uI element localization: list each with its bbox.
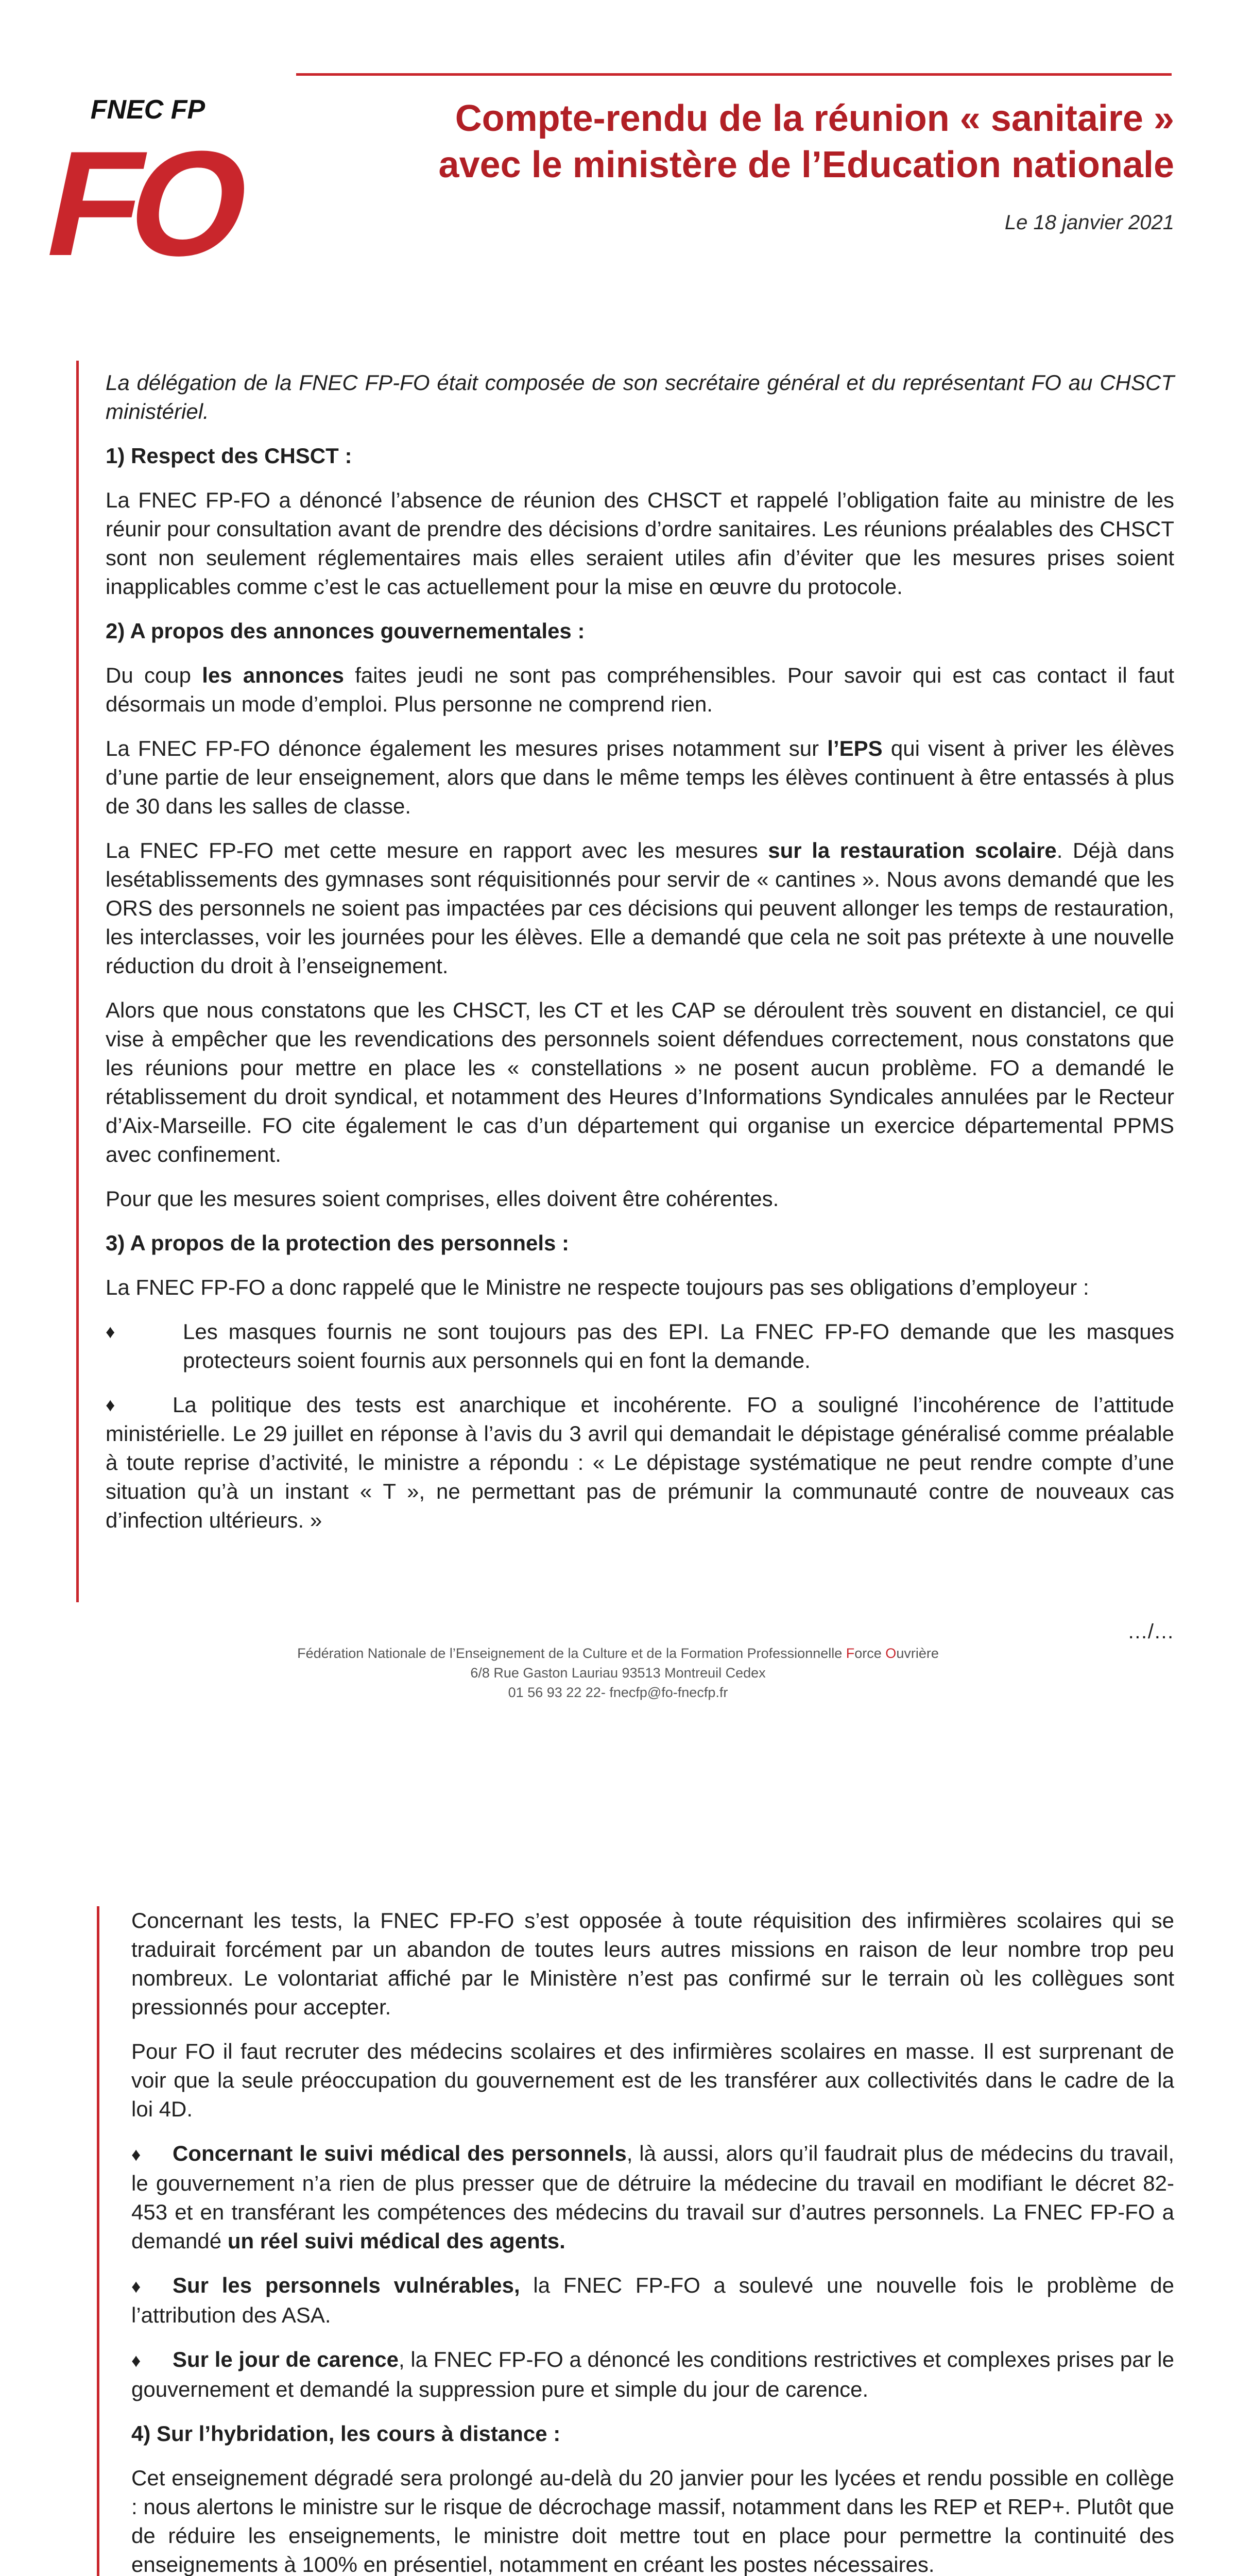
text-span: la FNEC FP-FO a soulevé une nouvelle fois le problème de l’attribution des ASA. [131,2273,1174,2327]
side-rule [97,1906,99,2576]
section-heading-3: 3) A propos de la protection des personnels : [106,1231,570,1255]
logo-top-text: FNEC FP [90,95,205,125]
continued-marker: …/… [1127,1620,1174,1643]
paragraph [106,836,1174,980]
header-rule [296,73,1172,76]
bullet-diamond-icon: ♦ [131,2276,141,2297]
document-date: Le 18 janvier 2021 [1004,211,1174,234]
paragraph [106,734,1174,821]
intro-paragraph: La délégation de la FNEC FP-FO était composée de son secrétaire général et du représentant FO au CHSCT ministériel. [106,370,1174,423]
bold-span: les annonces [202,663,344,687]
text-span: F [846,1646,855,1661]
bullet-diamond-icon: ♦ [131,2350,141,2371]
section-heading-2: 2) A propos des annonces gouvernementales : [106,619,585,643]
bullet-item [106,1317,1174,1375]
paragraph: Cet enseignement dégradé sera prolongé au-delà du 20 janvier pour les lycées et rendu possible en collège : nous alertons le ministre sur le risque de décrochage massif, notamment dans les REP et REP+. Plutôt que de réduire les enseignements, le ministre doit mettre tout en place pour permettre la continuité des enseignements à 100% en présentiel, notamment en créant les postes nécessaires. [131,2466,1174,2576]
bullet-text: La politique des tests est anarchique et incohérente. FO a souligné l’incohérence de l’attitude ministérielle. Le 29 juillet en réponse à l’avis du 3 avril qui demandait le dépistage généralisé comme préalable à toute reprise d’activité, le ministre a répondu : « Le dépistage systématique ne peut rendre compte d’une situation qu’à un instant « T », ne permettant pas de prémunir la communauté contre de nouveaux cas d’infection ultérieurs. » [106,1393,1174,1532]
title-line-2: avec le ministère de l’Education nationale [438,144,1174,185]
text-span: , là aussi, alors qu’il faudrait plus de médecins du travail, le gouvernement n’a rien de plus presser que de détruire la médecine du travail en modifiant le décret 82-453 et en transférant les compétences des médecins du travail sur d’autres personnels. La FNEC FP-FO a demandé [131,2141,1174,2253]
bold-span: sur la restauration scolaire [768,838,1057,862]
title-line-1: Compte-rendu de la réunion « sanitaire » [455,98,1174,139]
paragraph: Pour FO il faut recruter des médecins scolaires et des infirmières scolaires en masse. Il est surprenant de voir que la seule préoccupation du gouvernement est de les transférer aux collectivités dans le cadre de la loi 4D. [131,2039,1174,2121]
text-span: La FNEC FP-FO dénonce également les mesures prises notamment sur [106,736,828,760]
bold-span: Concernant le suivi médical des personnels [173,2141,627,2165]
footer-line-1 [232,1643,1004,1663]
bold-span: l’EPS [827,736,883,760]
bold-span: un réel suivi médical des agents. [227,2229,565,2253]
text-span: qui visent à priver les élèves d’une partie de leur enseignement, alors que dans le même temps les élèves continuent à être entassés à plus de 30 dans les salles de classe. [106,736,1174,818]
paragraph: Alors que nous constatons que les CHSCT, les CT et les CAP se déroulent très souvent en distanciel, ce qui vise à empêcher que les revendications des personnels soient défendues correctement, nous constatons que les réunions pour mettre en place les « constellations » ne posent aucun problème. FO a demandé le rétablissement du droit syndical, et notamment des Heures d’Informations Syndicales annulées par le Recteur d’Aix-Marseille. FO cite également le cas d’un département qui organise un exercice départemental PPMS avec confinement. [106,998,1174,1166]
fnec-fp-fo-logo [32,93,257,287]
bullet-diamond-icon: ♦ [131,2144,141,2165]
bold-span: Sur les personnels vulnérables, [173,2273,520,2297]
page-1-body [106,368,1174,1550]
bullet-item [131,2139,1174,2256]
bullet-text: Les masques fournis ne sont toujours pas des EPI. La FNEC FP-FO demande que les masques protecteurs soient fournis aux personnels qui en font la demande. [183,1319,1174,1372]
text-span: , la FNEC FP-FO a dénoncé les conditions restrictives et complexes prises par le gouvernement et demandé la suppression pure et simple du jour de carence. [131,2347,1174,2401]
footer-contact: 01 56 93 22 22- fnecfp@fo-fnecfp.fr [508,1685,728,1700]
text-span: orce [854,1646,886,1661]
bullet-item [106,1391,1174,1535]
text-span: uvrière [896,1646,939,1661]
footer [232,1643,1004,1702]
text-span: faites jeudi ne sont pas compréhensibles. Pour savoir qui est cas contact il faut désormais un mode d’emploi. Plus personne ne comprend rien. [106,663,1174,716]
section-heading-1: 1) Respect des CHSCT : [106,444,352,468]
paragraph: Pour que les mesures soient comprises, elles doivent être cohérentes. [106,1187,779,1211]
bullet-diamond-icon: ♦ [106,1321,115,1342]
text-span: Du coup [106,663,202,687]
section-heading-4: 4) Sur l’hybridation, les cours à distance : [131,2421,561,2446]
paragraph: La FNEC FP-FO a donc rappelé que le Ministre ne respecte toujours pas ses obligations d’employeur : [106,1275,1089,1299]
side-rule [76,361,79,1602]
text-span: La FNEC FP-FO met cette mesure en rapport avec les mesures [106,838,768,862]
page-title [330,95,1174,188]
logo-graphic [32,93,257,287]
paragraph: La FNEC FP-FO a dénoncé l’absence de réunion des CHSCT et rappelé l’obligation faite au ministre de les réunir pour consultation avant de prendre des décisions d’ordre sanitaires. Les réunions préalables des CHSCT sont non seulement réglementaires mais elles seraient utiles afin d’éviter que les mesures prises soient inapplicables comme c’est le cas actuellement pour la mise en œuvre du protocole. [106,488,1174,599]
text-span: O [885,1646,897,1661]
logo-main-text: FO [32,120,257,287]
paragraph: Concernant les tests, la FNEC FP-FO s’est opposée à toute réquisition des infirmières scolaires qui se traduirait forcément par un abandon de toutes leurs autres missions en raison de leur nombre trop peu nombreux. Le volontariat affiché par le Ministère n’est pas confirmé sur le terrain où les collègues sont pressionnés pour accepter. [131,1908,1174,2019]
text-span: . Déjà dans lesétablissements des gymnases sont réquisitionnés pour servir de « cantines ». Nous avons demandé que les ORS des personnels ne soient pas impactées par ces décisions qui peuvent allonger les temps de restauration, les interclasses, voir les journées pour les élèves. Elle a demandé que cela ne soit pas prétexte à une nouvelle réduction du droit à l’enseignement. [106,838,1174,978]
footer-address: 6/8 Rue Gaston Lauriau 93513 Montreuil Cedex [470,1665,766,1681]
bullet-item [131,2271,1174,2330]
bullet-item [131,2345,1174,2404]
paragraph [106,661,1174,719]
bold-span: Sur le jour de carence [173,2347,399,2371]
bullet-diamond-icon: ♦ [106,1394,115,1415]
page-2-body [131,1906,1174,2576]
text-span: Fédération Nationale de l’Enseignement de la Culture et de la Formation Professionnelle [297,1646,846,1661]
